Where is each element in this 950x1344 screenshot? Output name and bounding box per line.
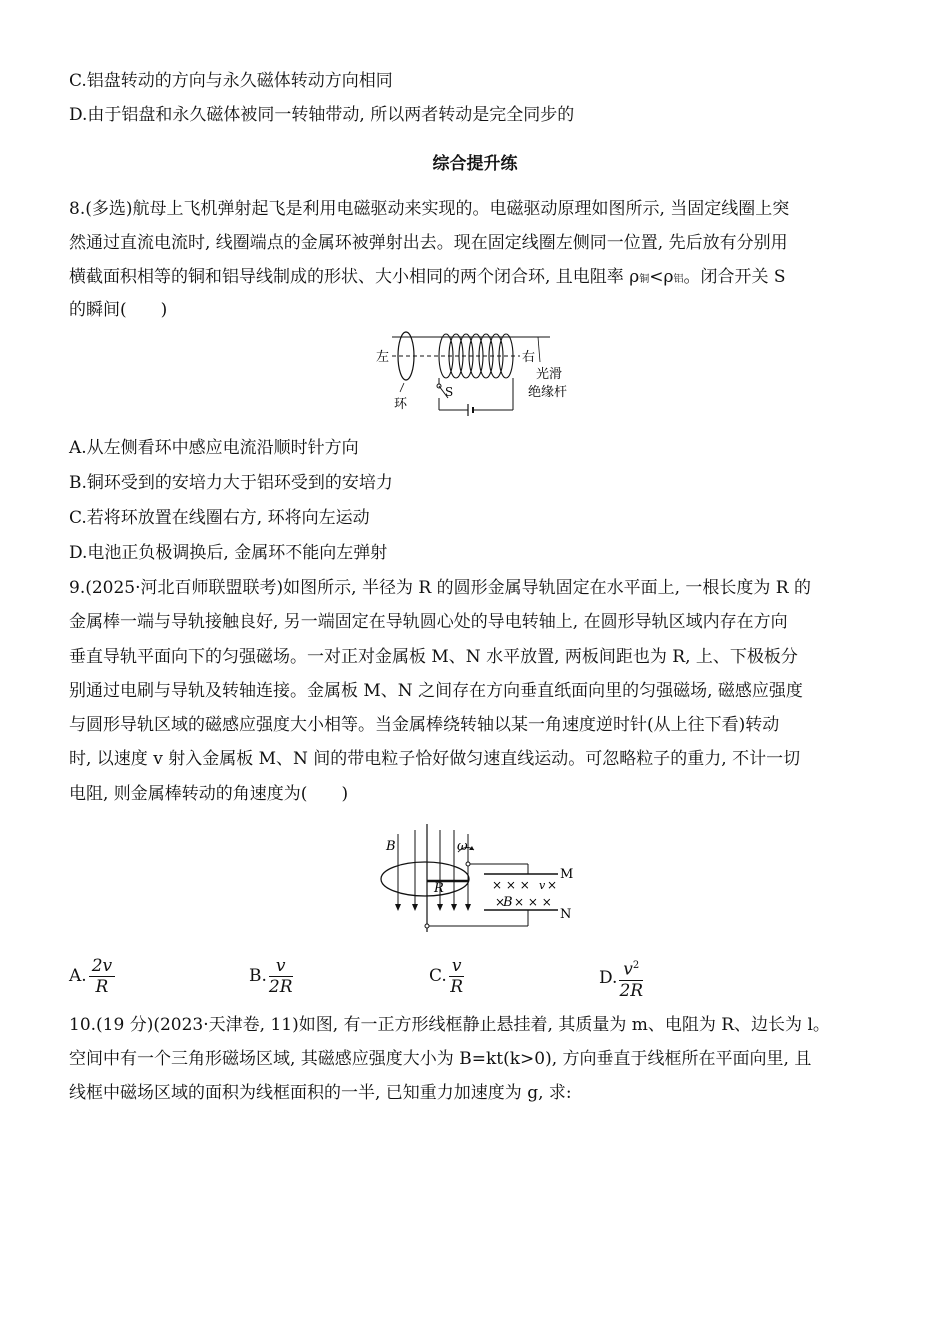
q9-option-b (249, 956, 293, 997)
q8-stem-line2: 然通过直流电流时, 线圈端点的金属环被弹射出去。现在固定线圈左侧同一位置, 先后放有分别用 (69, 233, 788, 253)
circular-rail (381, 862, 469, 896)
q9-option-b-fraction (269, 956, 293, 997)
q10-stem-line1: 10.(19 分)(2023·天津卷, 11)如图, 有一正方形线框静止悬挂着, 其质量为 m、电阻为 R、边长为 l。 (69, 1015, 830, 1035)
q9-option-b-num: v (269, 956, 293, 977)
q9-option-d-label: D. (599, 967, 618, 988)
q9-stem-line4: 别通过电刷与导轨及转轴连接。金属板 M、N 之间存在方向垂直纸面向里的匀强磁场, 磁感应强度 (69, 681, 803, 701)
label-omega: ω (457, 839, 468, 854)
q9-option-d-num (619, 956, 643, 981)
q9-option-a-fraction (89, 956, 115, 997)
field-arrowheads (395, 904, 471, 911)
q9-option-c-fraction (449, 956, 465, 997)
q9-option-a (69, 956, 115, 997)
q9-option-d (599, 956, 643, 1001)
q8-option-a: A.从左侧看环中感应电流沿顺时针方向 (69, 438, 359, 458)
label-right: 右 (522, 350, 536, 365)
label-ring: 环 (394, 397, 408, 412)
q9-stem-line7: 电阻, 则金属棒转动的角速度为( ) (69, 784, 349, 804)
q9-option-d-fraction (619, 956, 643, 1001)
q9-stem-line2: 金属棒一端与导轨接触良好, 另一端固定在导轨圆心处的导电转轴上, 在圆形导轨区域内存在方向 (69, 612, 788, 632)
rail-brush (466, 862, 470, 866)
q9-option-c-num: v (449, 956, 465, 977)
label-v: v (539, 879, 546, 892)
q8-stem-line3 (69, 265, 786, 292)
label-n: N (560, 907, 572, 922)
q9-option-a-den: R (95, 977, 109, 997)
q9-stem-line5: 与圆形导轨区域的磁感应强度大小相等。当金属棒绕转轴以某一角速度逆时针(从上往下看)转动 (69, 715, 780, 735)
q9-option-c-den: R (450, 977, 464, 997)
q9-stem-line6: 时, 以速度 v 射入金属板 M、N 间的带电粒子恰好做匀速直线运动。可忽略粒子的重力, 不计一切 (69, 749, 801, 769)
shaft-brush (425, 924, 429, 928)
q8-option-d: D.电池正负极调换后, 金属环不能向左弹射 (69, 543, 388, 563)
q8-option-b: B.铜环受到的安培力大于铝环受到的安培力 (69, 473, 393, 493)
cross-row-2: × × × (514, 895, 552, 909)
q9-option-b-label: B. (249, 966, 267, 986)
q9-stem-line3: 垂直导轨平面向下的匀强磁场。一对正对金属板 M、N 水平放置, 两板间距也为 R, 上、下极板分 (69, 647, 798, 667)
label-m: M (560, 867, 574, 882)
q9-option-a-label: A. (69, 966, 87, 986)
q9-option-d-num-base: v (623, 959, 633, 980)
q9-option-d-num-exponent: 2 (632, 960, 640, 971)
q9-option-c-label: C. (429, 966, 447, 986)
section-title: 综合提升练 (432, 154, 518, 174)
label-rod-line1: 光滑 (536, 367, 563, 382)
q9-option-c (429, 956, 464, 997)
q10-stem-line2: 空间中有一个三角形磁场区域, 其磁感应强度大小为 B=kt(k>0), 方向垂直于线框所在平面向里, 且 (69, 1049, 812, 1069)
q8-stem-line3-a: 横截面积相等的铜和铝导线制成的形状、大小相同的两个闭合环, 且电阻率 ρ (69, 267, 640, 287)
label-rod-line2: 绝缘杆 (528, 385, 568, 400)
cross-row-1-end: × (547, 878, 558, 892)
q9-option-d-den: 2R (619, 980, 644, 1001)
label-left: 左 (376, 350, 390, 365)
resistivity-copper-sub: 铜 (639, 274, 650, 285)
label-b-plates: B (503, 895, 513, 910)
q10-stem-line3: 线框中磁场区域的面积为线框面积的一半, 已知重力加速度为 g, 求: (69, 1083, 572, 1103)
resistivity-aluminium-sub: 铝 (673, 274, 684, 285)
option-d-previous: D.由于铝盘和永久磁体被同一转轴带动, 所以两者转动是完全同步的 (69, 105, 575, 125)
cross-row-1: × × × (492, 878, 530, 892)
coil-ring-figure (370, 328, 590, 418)
option-c-previous: C.铝盘转动的方向与永久磁体转动方向相同 (69, 71, 393, 91)
q8-stem-line1: 8.(多选)航母上飞机弹射起飞是利用电磁驱动来实现的。电磁驱动原理如图所示, 当固定线圈上突 (69, 199, 790, 219)
rotating-rod-figure (370, 822, 580, 942)
q9-option-a-num: 2v (89, 956, 115, 977)
q8-stem-line3-c: 。闭合开关 S (683, 267, 786, 287)
cross-row-2-start: × (495, 895, 506, 909)
label-r: R (434, 881, 444, 896)
q8-option-c: C.若将环放置在线圈右方, 环将向左运动 (69, 508, 370, 528)
q8-stem-line4: 的瞬间( ) (69, 300, 168, 320)
q8-stem-line3-b: <ρ (649, 267, 674, 287)
q9-option-b-den: 2R (268, 977, 293, 997)
label-b-top: B (386, 839, 396, 854)
q9-stem-line1: 9.(2025·河北百师联盟联考)如图所示, 半径为 R 的圆形金属导轨固定在水平面上, 一根长度为 R 的 (69, 578, 811, 598)
label-switch: S (445, 385, 454, 399)
